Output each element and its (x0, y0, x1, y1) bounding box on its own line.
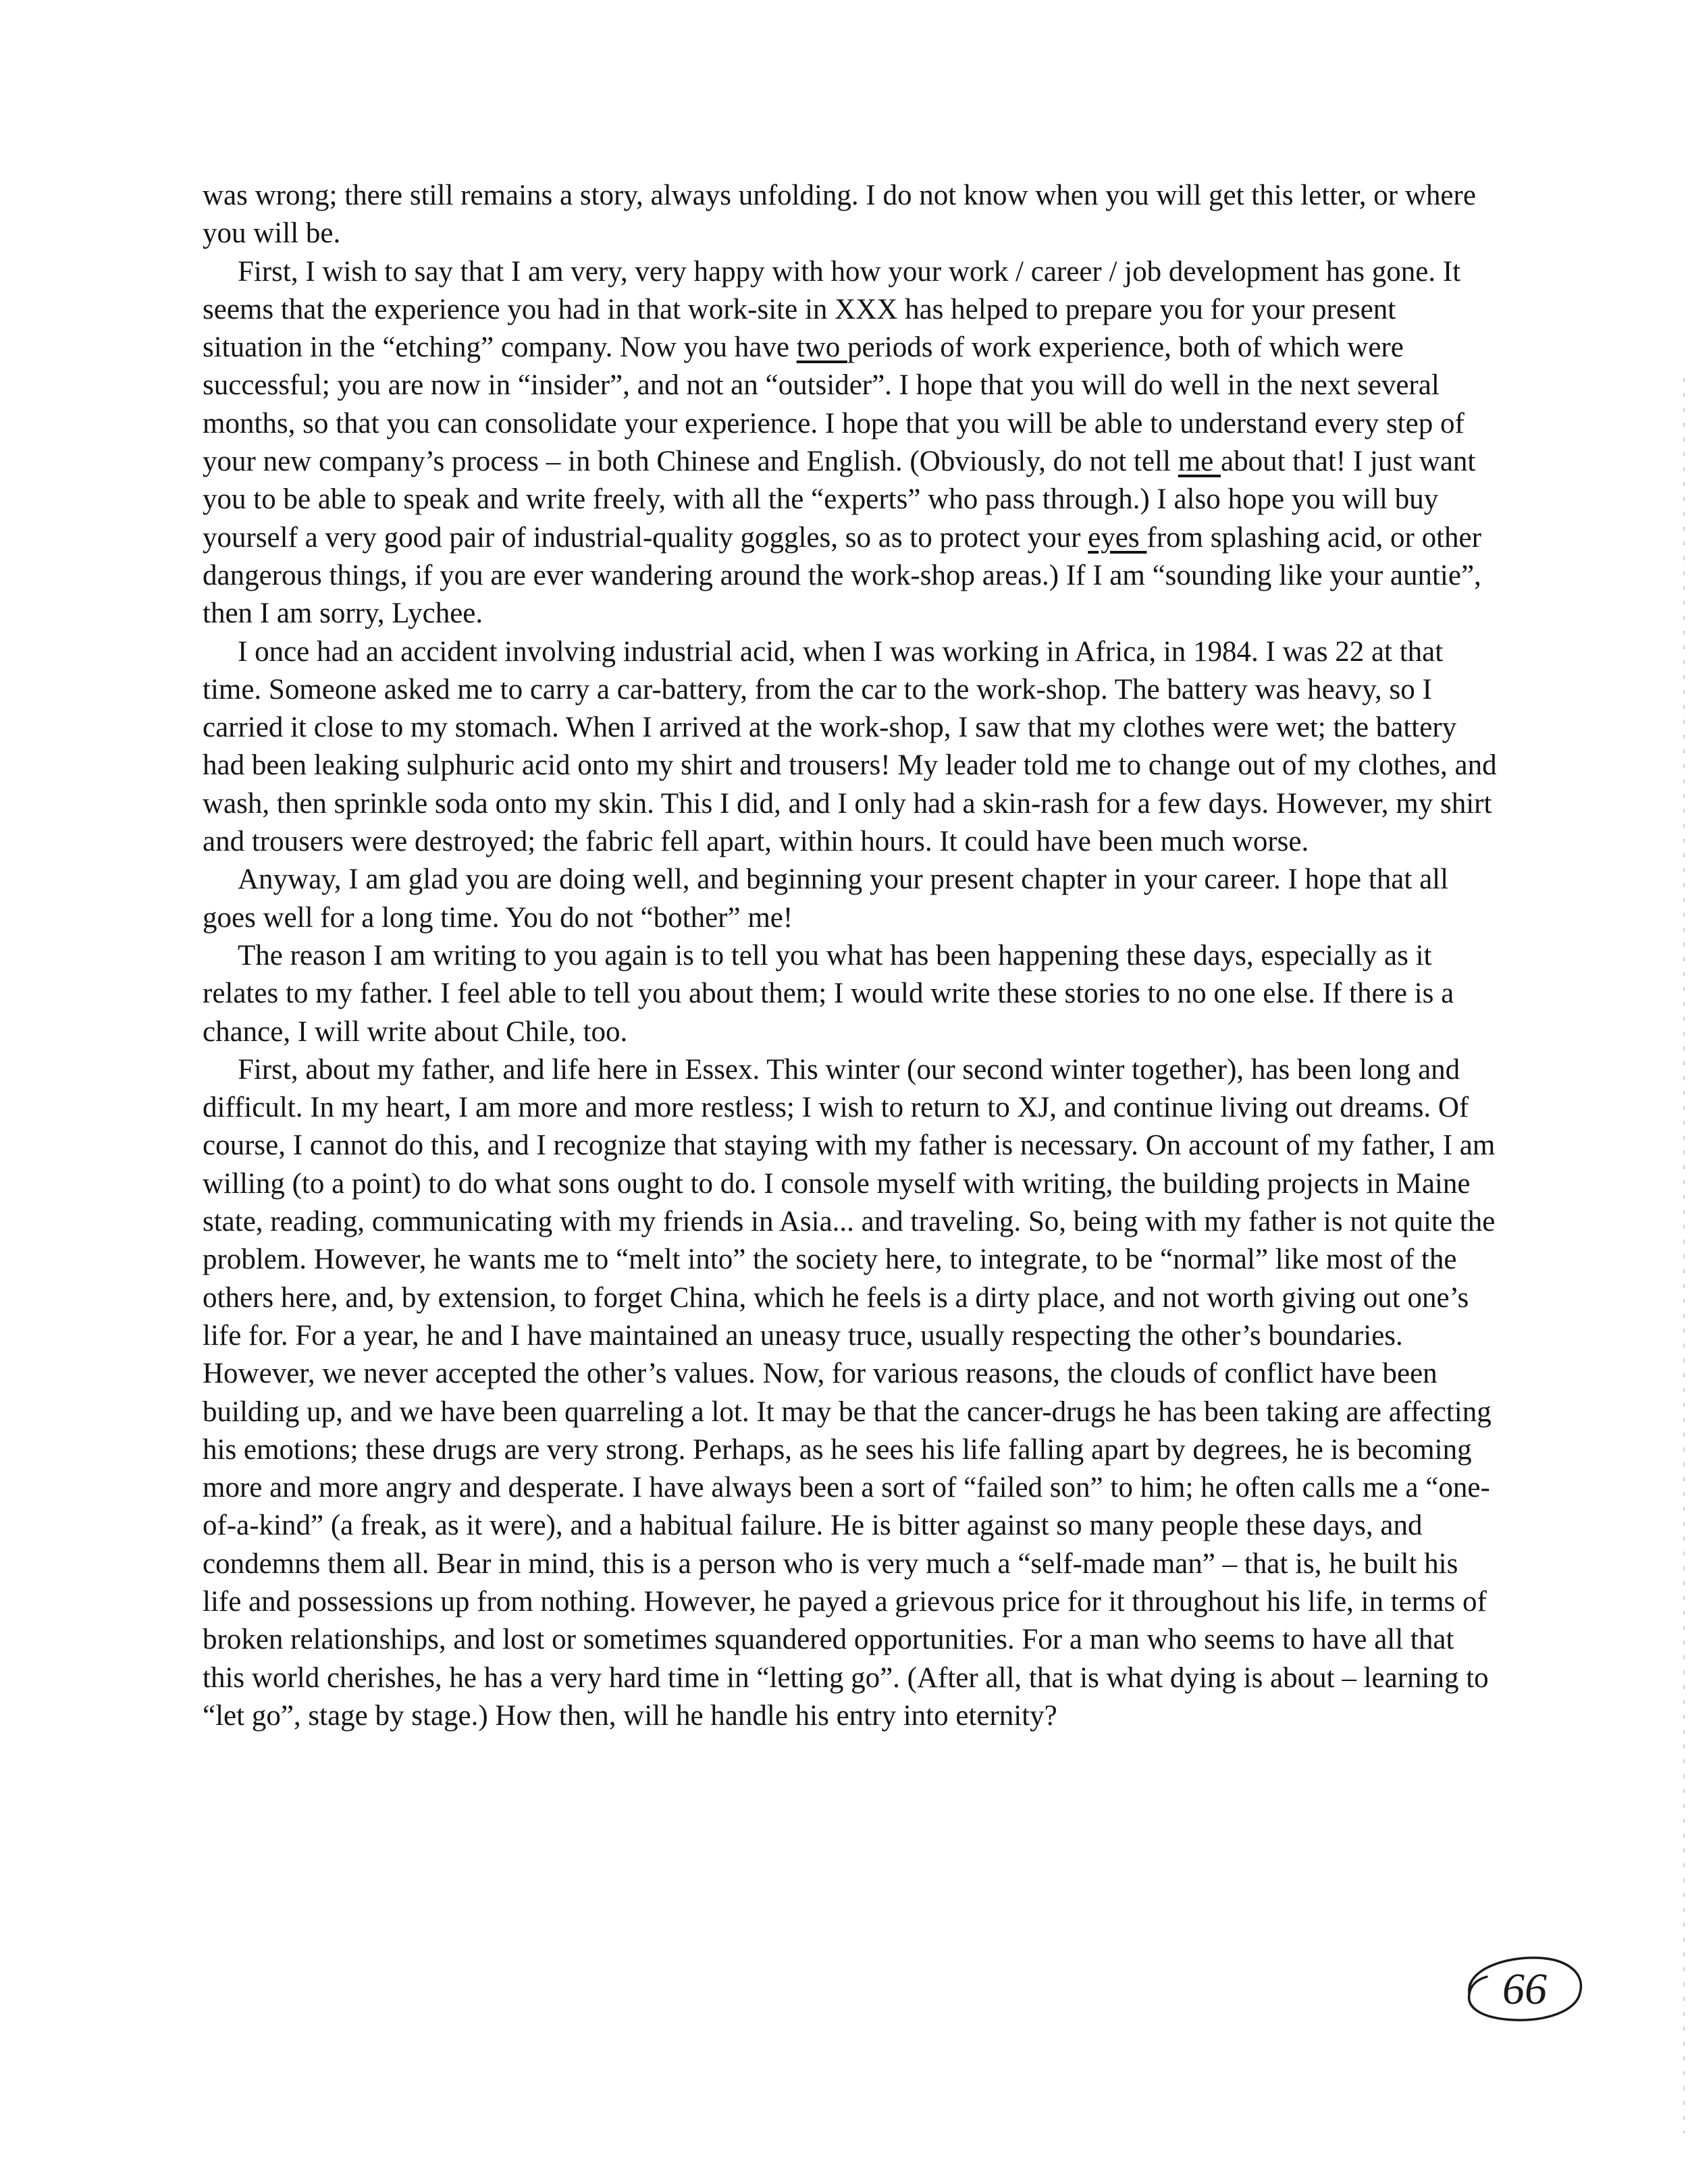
scan-edge-mark (1683, 378, 1685, 2133)
paragraph-0: was wrong; there still remains a story, always unfolding. I do not know when you will get this letter, or where you will be. (203, 180, 1476, 250)
letter-body (203, 177, 1502, 1735)
paragraph-5: First, about my father, and life here in Essex. This winter (our second winter together), has been long and difficult. In my heart, I am more and more restless; I wish to return to XJ, and continue living out dreams. Of course, I cannot do this, and I recognize that staying with my father is necessary. On account of my father, I am willing (to a point) to do what sons ought to do. I console myself with writing, the building projects in Maine state, reading, communicating with my friends in Asia... and traveling. So, being with my father is not quite the problem. However, he wants me to “melt into” the society here, to integrate, to be “normal” like most of the others here, and, by extension, to forget China, which he feels is a dirty place, and not worth giving out one’s life for. For a year, he and I have maintained an uneasy truce, usually respecting the other’s boundaries. However, we never accepted the other’s values. Now, for various reasons, the clouds of conflict have been building up, and we have been quarreling a lot. It may be that the cancer-drugs he has been taking are affecting his emotions; these drugs are very strong. Perhaps, as he sees his life falling apart by degrees, he is becoming more and more angry and desperate. I have always been a sort of “failed son” to him; he often calls me a “one-of-a-kind” (a freak, as it were), and a habitual failure. He is bitter against so many people these days, and condemns them all. Bear in mind, this is a person who is very much a “self-made man” – that is, he built his life and possessions up from nothing. However, he payed a grievous price for it throughout his life, in terms of broken relationships, and lost or sometimes squandered opportunities. For a man who seems to have all that this world cherishes, he has a very hard time in “letting go”. (After all, that is what dying is about – learning to “let go”, stage by stage.) How then, will he handle his entry into eternity? (203, 1053, 1496, 1732)
underlined-word-two: two (796, 331, 847, 364)
paragraph-1-part-c: about that! I just want you to be able to speak and write freely, with all the “experts” who pass through.) I also hope you will buy yourself a very good pair of industrial-quality goggles, so as to protect your (203, 446, 1476, 554)
paragraph-1-part-b: periods of work experience, both of which were successful; you are now in “insider”, and not an “outsider”. I hope that you will do well in the next several months, so that you can consolidate your experience. I hope that you will be able to understand every step of your new company’s process – in both Chinese and English. (Obviously, do not tell (203, 331, 1465, 478)
paragraph-1-part-d: from splashing acid, or other dangerous things, if you are ever wandering around the work-shop areas.) If I am “sounding like your auntie”, then I am sorry, Lychee. (203, 521, 1481, 630)
paragraph-4: The reason I am writing to you again is to tell you what has been happening these days, especially as it relates to my father. I feel able to tell you about them; I would write these stories to no one else. If there is a chance, I will write about Chile, too. (203, 939, 1454, 1048)
paragraph-2: I once had an accident involving industrial acid, when I was working in Africa, in 1984. I was 22 at that time. Someone asked me to carry a car-battery, from the car to the work-shop. The battery was heavy, so I carried it close to my stomach. When I arrived at the work-shop, I saw that my clothes were wet; the battery had been leaking sulphuric acid onto my shirt and trousers! My leader told me to change out of my clothes, and wash, then sprinkle soda onto my skin. This I did, and I only had a skin-rash for a few days. However, my shirt and trousers were destroyed; the fabric fell apart, within hours. It could have been much worse. (203, 635, 1497, 858)
paragraph-1-part-a: First, I wish to say that I am very, very happy with how your work / career / job development has gone. It seems that the experience you had in that work-site in XXX has helped to prepare you for your present situation in the “etching” company. Now you have (203, 255, 1461, 364)
page-number-circle-icon (1457, 1950, 1592, 2027)
page-number-text: 66 (1502, 1965, 1547, 2014)
handwritten-page-number (1457, 1950, 1592, 2027)
underlined-word-eyes: eyes (1088, 521, 1147, 554)
underlined-word-me: me (1178, 446, 1221, 478)
paragraph-1 (203, 253, 1502, 633)
paragraph-3: Anyway, I am glad you are doing well, and beginning your present chapter in your career. I hope that all goes well for a long time. You do not “bother” me! (203, 863, 1449, 934)
